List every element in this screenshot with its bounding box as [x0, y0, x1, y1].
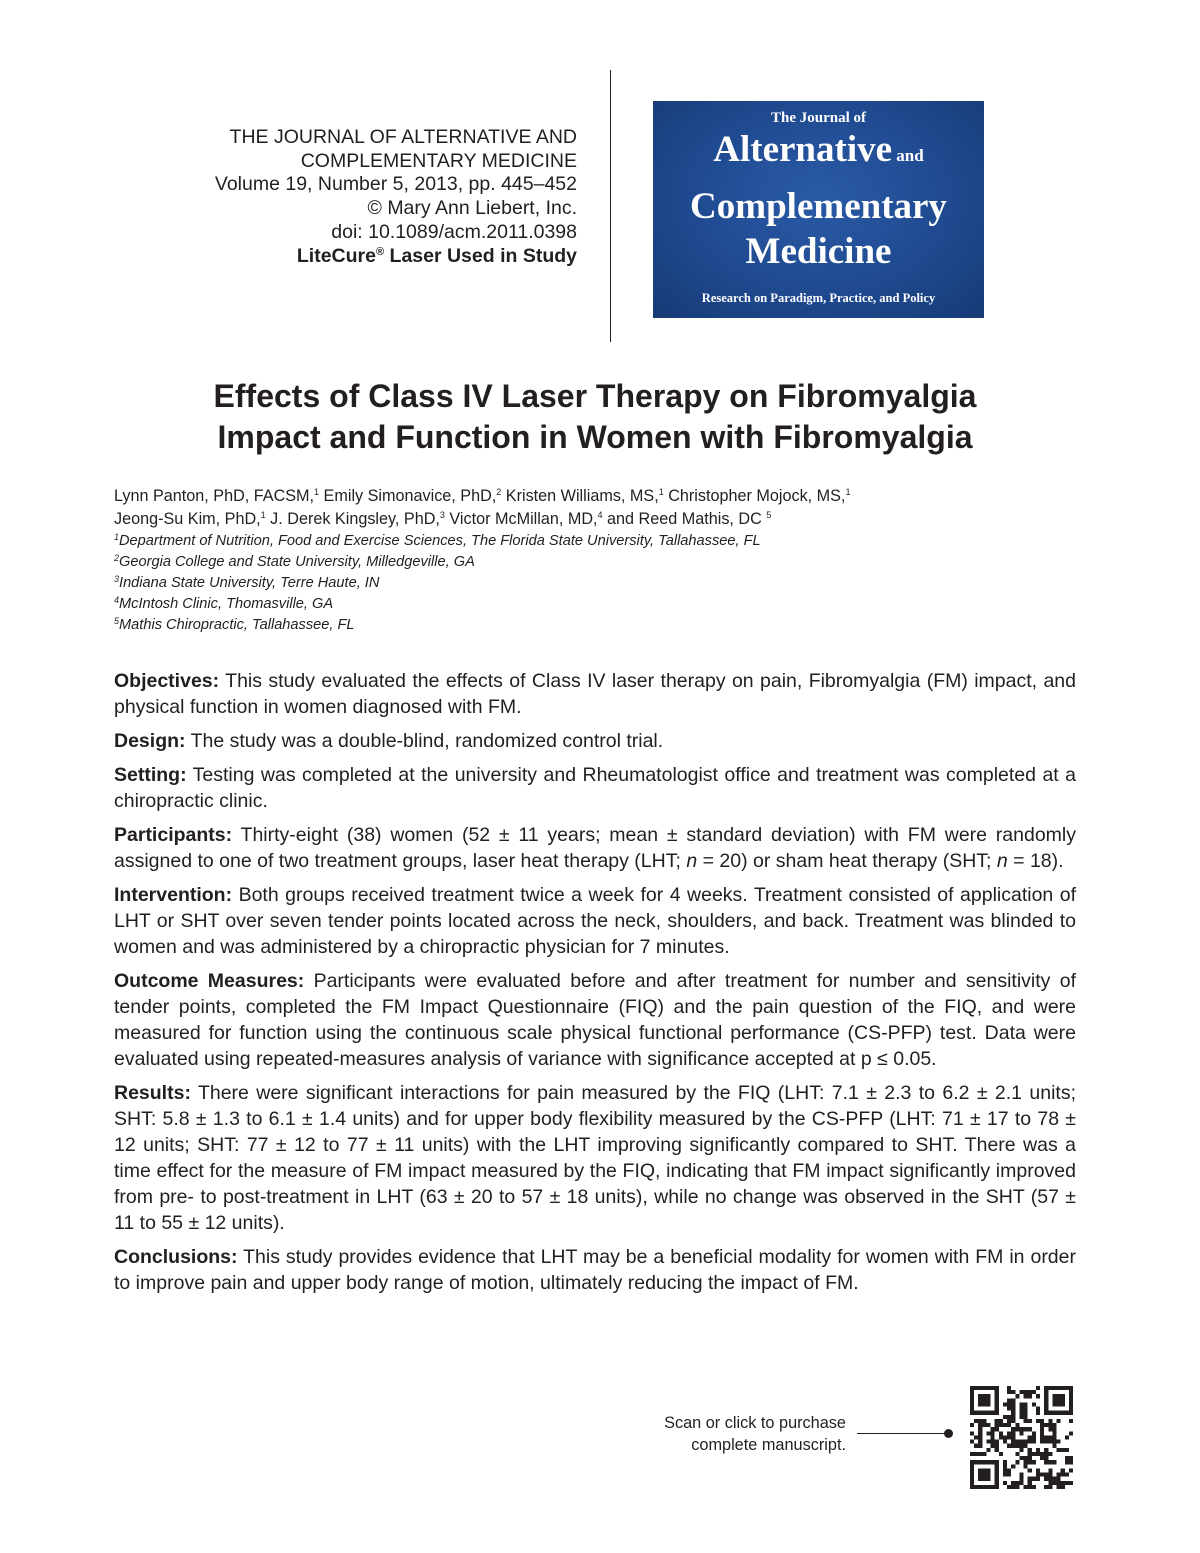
article-title-line2: Impact and Function in Women with Fibromyalgia: [217, 419, 973, 455]
copyright: © Mary Ann Liebert, Inc.: [367, 197, 577, 220]
section-text: Thirty-eight (38) women (52 ± 11 years; mean ± standard deviation) with FM were randomly assigned to one of two treatment groups, laser heat therapy (LHT;: [114, 824, 1076, 872]
section-text: Both groups received treatment twice a week for 4 weeks. Treatment consisted of application of LHT or SHT over seven tender points located across the neck, shoulders, and back. Treatment was blinded to women and was administered by a chiropractic physician for 7 minutes.: [114, 884, 1076, 958]
n-symbol: n: [686, 850, 698, 872]
cover-complementary: Complementary: [690, 186, 947, 227]
purchase-text-line1[interactable]: Scan or click to purchase: [664, 1414, 846, 1432]
abstract-intervention: [114, 882, 1076, 960]
author-list: [114, 485, 1094, 531]
author-sup: 5: [766, 510, 772, 520]
section-label: Objectives:: [114, 670, 220, 692]
journal-info: [57, 126, 577, 268]
section-text: Testing was completed at the university and Rheumatologist office and treatment was completed at a chiropractic clinic.: [114, 764, 1076, 812]
pointer-line: [857, 1433, 948, 1434]
abstract-results: [114, 1080, 1076, 1236]
cover-subtitle: Research on Paradigm, Practice, and Policy: [701, 291, 936, 305]
purchase-text-line2[interactable]: complete manuscript.: [691, 1436, 846, 1454]
section-text: There were significant interactions for pain measured by the FIQ (LHT: 7.1 ± 2.3 to 6.2 ± 2.1 units; SHT: 5.8 ± 1.3 to 6.1 ± 1.4 units) and for upper body flexibility measured by the CS-PFP (LHT: 71 ± 17 to 78 ± 12 units; SHT: 77 ± 12 to 77 ± 11 units) with the LHT improving significantly compared to SHT. There was a time effect for the measure of FM impact measured by the FIQ, indicating that FM impact significantly improved from pre- to post-treatment in LHT (63 ± 20 to 57 ± 18 units), while no change was observed in the SHT (57 ± 11 to 55 ± 12 units).: [114, 1082, 1076, 1234]
author-name: Lynn Panton, PhD, FACSM,: [114, 487, 315, 505]
cover-medicine: Medicine: [745, 231, 892, 272]
n-symbol: n: [996, 850, 1008, 872]
abstract-setting: [114, 762, 1076, 814]
author-sup: 1: [658, 487, 664, 497]
affiliation: $^2$Georgia College and State University, Milledgeville, GA: [114, 553, 475, 570]
litecure-brand: LiteCure: [296, 244, 376, 267]
abstract-outcome-measures: [114, 968, 1076, 1072]
abstract-objectives: [114, 668, 1076, 720]
article-title: [0, 376, 1190, 458]
author-sup: 2: [496, 487, 502, 497]
author-name: Kristen Williams, MS,: [501, 487, 659, 505]
section-text: = 20) or sham heat therapy (SHT;: [697, 850, 997, 872]
abstract: [114, 668, 1076, 1304]
journal-name-line2: COMPLEMENTARY MEDICINE: [300, 149, 577, 172]
cover-the-journal-of: The Journal of: [770, 110, 866, 126]
section-label: Conclusions:: [114, 1246, 238, 1268]
author-sup: 1: [845, 487, 851, 497]
author-name: Emily Simonavice, PhD,: [319, 487, 497, 505]
section-label: Participants:: [114, 824, 233, 846]
section-label: Results:: [114, 1082, 191, 1104]
journal-name-line1: THE JOURNAL OF ALTERNATIVE AND: [229, 126, 577, 148]
section-label: Intervention:: [114, 884, 233, 906]
doi: doi: 10.1089/acm.2011.0398: [331, 220, 577, 243]
author-sup: 1: [314, 487, 320, 497]
affiliations: [114, 531, 1094, 636]
section-text: = 18).: [1007, 850, 1064, 872]
volume-info: Volume 19, Number 5, 2013, pp. 445–452: [214, 173, 577, 196]
abstract-conclusions: [114, 1244, 1076, 1296]
author-name: Christopher Mojock, MS,: [663, 487, 846, 505]
affiliation: $^3$Indiana State University, Terre Haute, IN: [114, 574, 380, 591]
litecure-notice: [57, 245, 577, 269]
author-sup: 3: [439, 510, 445, 520]
author-name: and Reed Mathis, DC: [602, 510, 767, 528]
section-text: Participants were evaluated before and after treatment for number and sensitivity of tender points, completed the FM Impact Questionnaire (FIQ) and the pain question of the FIQ, and were measured for function using the continuous scale physical functional performance (CS-PFP) test. Data were evaluated using repeated-measures analysis of variance with significance accepted at p ≤ 0.05.: [114, 970, 1076, 1070]
author-name: J. Derek Kingsley, PhD,: [265, 510, 440, 528]
section-label: Setting:: [114, 764, 187, 786]
affiliation: $^4$McIntosh Clinic, Thomasville, GA: [114, 595, 334, 612]
section-text: This study evaluated the effects of Class IV laser therapy on pain, Fibromyalgia (FM) impact, and physical function in women diagnosed with FM.: [114, 670, 1076, 718]
cover-alternative: [653, 130, 984, 176]
article-title-line1: Effects of Class IV Laser Therapy on Fibromyalgia: [213, 378, 977, 414]
registered-mark: ®: [376, 245, 385, 258]
author-line1: [114, 485, 1094, 508]
author-line2: [114, 508, 1094, 531]
author-name: Victor McMillan, MD,: [444, 510, 598, 528]
author-name: Jeong-Su Kim, PhD,: [114, 510, 261, 528]
qr-code-icon[interactable]: [970, 1386, 1073, 1489]
pointer-dot: [944, 1429, 953, 1438]
litecure-rest: Laser Used in Study: [384, 244, 577, 267]
section-label: Design:: [114, 730, 186, 752]
section-label: Outcome Measures:: [114, 970, 305, 992]
author-sup: 1: [260, 510, 266, 520]
affiliation: $^1$Department of Nutrition, Food and Exercise Sciences, The Florida State University, Tallahassee, FL: [114, 532, 761, 549]
abstract-participants: [114, 822, 1076, 874]
author-sup: 4: [597, 510, 603, 520]
purchase-link[interactable]: [600, 1412, 846, 1456]
affiliation: $^5$Mathis Chiropractic, Tallahassee, FL: [114, 616, 355, 633]
section-text: This study provides evidence that LHT may be a beneficial modality for women with FM in order to improve pain and upper body range of motion, ultimately reducing the impact of FM.: [114, 1246, 1076, 1294]
section-text: The study was a double-blind, randomized control trial.: [185, 730, 664, 752]
cover-and: and: [896, 146, 924, 165]
cover-alternative-word: Alternative: [713, 129, 893, 170]
journal-cover-image: [653, 101, 984, 318]
abstract-design: [114, 728, 1076, 754]
header-divider: [610, 70, 611, 342]
